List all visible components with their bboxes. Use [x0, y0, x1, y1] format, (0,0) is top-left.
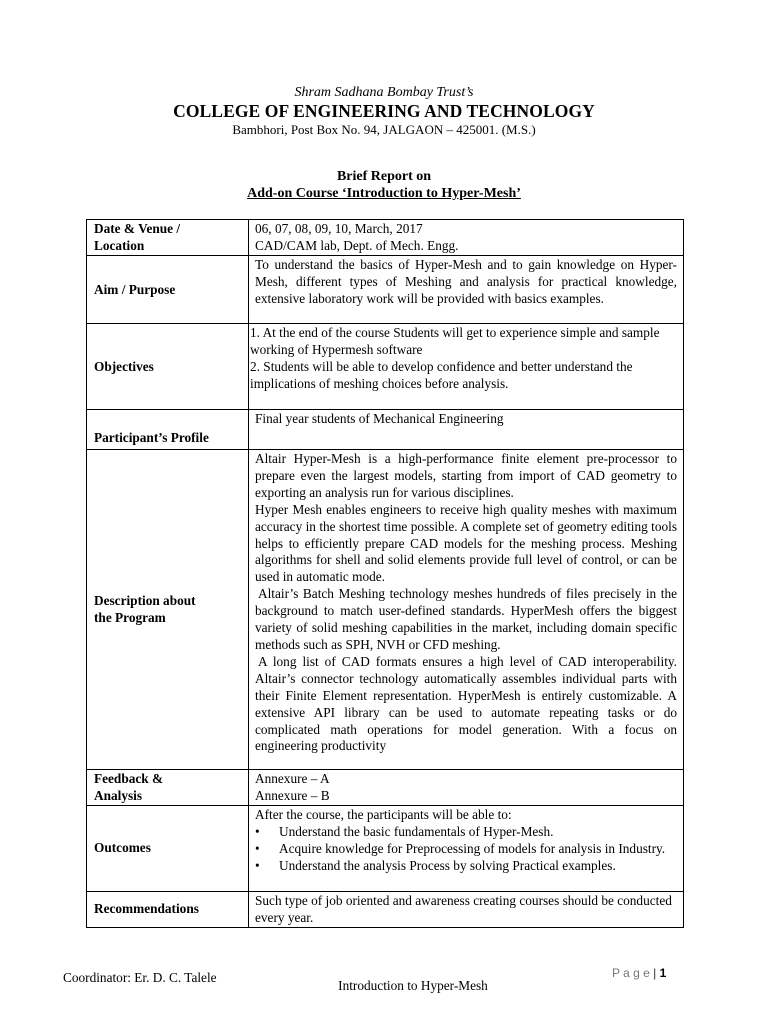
- outcome-item: [255, 858, 677, 875]
- table-row-description: [87, 450, 684, 770]
- value-feedback: [249, 770, 684, 806]
- label-line: Date & Venue /: [94, 221, 181, 236]
- trust-name: Shram Sadhana Bombay Trust’s: [294, 85, 474, 100]
- bullet-icon: •: [255, 823, 260, 839]
- description-paragraph: A long list of CAD formats ensures a high level of CAD interoperability. Altair’s connector technology automatically assembles individual parts with their Finite Element representation. HyperMesh is entirely customizable. A extensive API library can be used to automate repeating tasks or do complicated math operations for model generation. With a focus on engineering productivity: [255, 653, 677, 754]
- outcome-text: Acquire knowledge for Preprocessing of models for analysis in Industry.: [279, 840, 666, 856]
- table-row-recommendations: [87, 891, 684, 927]
- table-row-aim: [87, 256, 684, 324]
- objective-item: 1. At the end of the course Students will get to experience simple and sample working of Hypermesh software: [250, 325, 660, 357]
- page-separator: |: [653, 966, 657, 980]
- page-number: 1: [659, 966, 667, 980]
- table-row-profile: [87, 410, 684, 450]
- label-line: Location: [94, 237, 145, 253]
- label-aim: Aim / Purpose: [87, 256, 249, 324]
- value-profile: Final year students of Mechanical Engineering: [249, 410, 684, 450]
- footer-page-number: [612, 966, 666, 980]
- label-profile: Participant’s Profile: [87, 410, 249, 450]
- value-date-venue: [249, 220, 684, 256]
- label-description: [87, 450, 249, 770]
- outcome-text: Understand the analysis Process by solving Practical examples.: [279, 857, 616, 873]
- table-row-objectives: [87, 324, 684, 410]
- annexure-b: Annexure – B: [255, 787, 330, 803]
- value-objectives: [249, 324, 684, 410]
- report-table: [86, 219, 684, 928]
- report-title: Brief Report on: [336, 169, 432, 184]
- outcomes-intro: After the course, the participants will be able to:: [255, 806, 512, 822]
- label-line: Feedback &: [94, 771, 164, 786]
- objective-item: 2. Students will be able to develop confidence and better understand the implications of meshing choices before analysis.: [250, 358, 633, 391]
- footer-course-title: Introduction to Hyper-Mesh: [338, 978, 488, 993]
- label-line: Description about: [94, 593, 196, 609]
- page-label: P a g e: [612, 966, 650, 980]
- label-recommendations: Recommendations: [87, 891, 249, 927]
- label-line: the Program: [94, 610, 166, 625]
- value-outcomes: [249, 805, 684, 891]
- description-paragraph: Altair Hyper-Mesh is a high-performance finite element pre-processor to prepare even the largest models, starting from import of CAD geometry to exporting an analysis run for various disciplines.: [255, 451, 677, 500]
- label-feedback: [87, 770, 249, 806]
- bullet-icon: •: [255, 857, 260, 873]
- footer-coordinator: Coordinator: Er. D. C. Talele: [63, 970, 217, 985]
- report-subtitle: Add-on Course ‘Introduction to Hyper-Mesh’: [247, 186, 521, 201]
- label-objectives: Objectives: [87, 324, 249, 410]
- table-row-date-venue: [87, 220, 684, 256]
- outcome-text: Understand the basic fundamentals of Hyper-Mesh.: [279, 823, 554, 839]
- outcome-item: [255, 824, 677, 841]
- value-aim: To understand the basics of Hyper-Mesh and to gain knowledge on Hyper-Mesh, different types of Meshing and analysis for practical knowledge, extensive laboratory work will be provided with basics examples.: [249, 256, 684, 324]
- report-heading: [0, 168, 768, 202]
- venue-text: CAD/CAM lab, Dept. of Mech. Engg.: [255, 237, 459, 253]
- outcome-item: [255, 841, 677, 858]
- description-paragraph: Altair’s Batch Meshing technology meshes hundreds of files precisely in the background to match user-defined standards. HyperMesh offers the biggest variety of solid meshing capabilities in the market, including domain specific methods such as SPH, NVH or CFD meshing.: [255, 586, 677, 652]
- label-outcomes: Outcomes: [87, 805, 249, 891]
- college-name: COLLEGE OF ENGINEERING AND TECHNOLOGY: [173, 101, 595, 121]
- date-text: 06, 07, 08, 09, 10, March, 2017: [255, 221, 423, 236]
- letterhead: [0, 84, 768, 138]
- table-row-outcomes: [87, 805, 684, 891]
- label-line: Analysis: [94, 787, 143, 803]
- college-address: Bambhori, Post Box No. 94, JALGAON – 425001. (M.S.): [232, 122, 536, 137]
- label-date-venue: [87, 220, 249, 256]
- annexure-a: Annexure – A: [255, 771, 330, 786]
- value-description: [249, 450, 684, 770]
- description-paragraph: Hyper Mesh enables engineers to receive high quality meshes with maximum accuracy in the shortest time possible. A complete set of geometry editing tools helps to efficiently prepare CAD models for the meshing process. Meshing algorithms for shell and solid elements provide full level of control, or can be used in automatic mode.: [255, 501, 677, 585]
- bullet-icon: •: [255, 840, 260, 856]
- table-row-feedback: [87, 770, 684, 806]
- value-recommendations: Such type of job oriented and awareness creating courses should be conducted every year.: [249, 891, 684, 927]
